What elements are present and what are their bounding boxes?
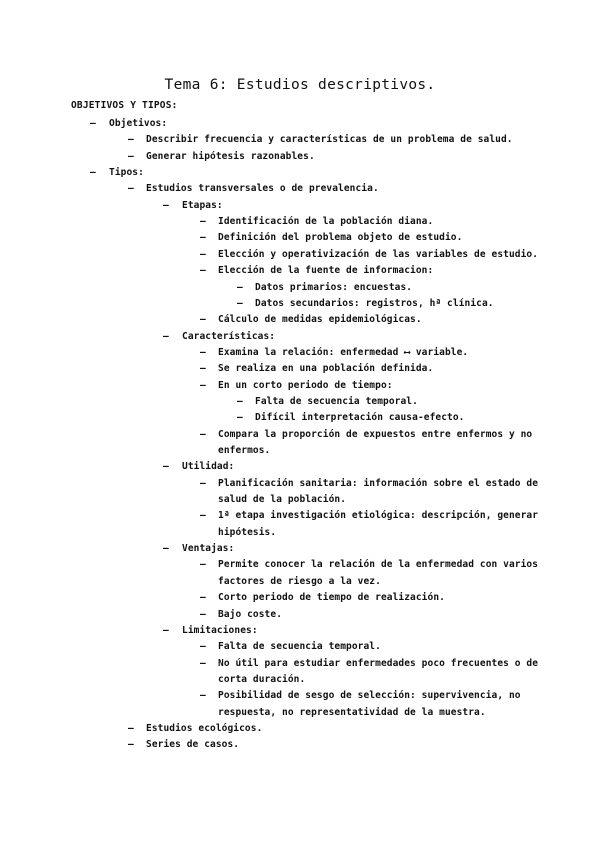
- bullet-dash: –: [90, 118, 96, 129]
- bullet-dash: –: [200, 363, 206, 375]
- outline-text: Compara la proporción de expuestos entre enfermos y no: [218, 428, 533, 440]
- outline-text: factores de riesgo a la vez.: [218, 575, 381, 587]
- bullet-dash: –: [200, 608, 206, 620]
- outline-text: Corto periodo de tiempo de realización.: [218, 592, 445, 604]
- outline-text: Se realiza en una población definida.: [218, 363, 434, 375]
- outline-text: Describir frecuencia y características de un problema de salud.: [146, 134, 513, 146]
- outline-text: Estudios transversales o de prevalencia.: [146, 183, 379, 195]
- outline-item: [0, 412, 600, 428]
- outline-text: Permite conocer la relación de la enfermedad con varios: [218, 559, 539, 571]
- bullet-dash: –: [128, 183, 134, 195]
- outline-item: [0, 641, 600, 657]
- outline-text: Objetivos:: [109, 118, 168, 129]
- outline-text: Examina la relación: enfermedad ⟷ variable.: [218, 346, 469, 358]
- outline-item: [0, 739, 600, 755]
- outline-item: [0, 690, 600, 706]
- outline-item: [0, 461, 600, 477]
- bullet-dash: –: [200, 232, 206, 244]
- outline-item: [0, 363, 600, 379]
- bullet-dash: –: [128, 134, 134, 146]
- outline-text: Limitaciones:: [182, 624, 258, 636]
- outline-text: Etapas:: [182, 199, 223, 211]
- outline-item: [0, 282, 600, 298]
- outline-text: Elección y operativización de las variables de estudio.: [218, 248, 539, 260]
- bullet-dash: –: [200, 265, 206, 277]
- outline-item: [0, 216, 600, 232]
- bullet-dash: –: [163, 199, 169, 211]
- outline-item: [0, 543, 600, 559]
- outline-text: Tipos:: [109, 167, 144, 179]
- outline-item: [0, 134, 600, 150]
- outline-text: Datos primarios: encuestas.: [255, 281, 413, 293]
- outline-item: [0, 200, 600, 216]
- outline-item: [0, 445, 600, 461]
- outline-text: enfermos.: [218, 445, 271, 456]
- outline-text: Planificación sanitaria: información sobre el estado de: [218, 477, 539, 489]
- bullet-dash: –: [200, 248, 206, 260]
- bullet-dash: –: [200, 690, 206, 702]
- outline-text: Falta de secuencia temporal.: [218, 641, 381, 653]
- bullet-dash: –: [200, 559, 206, 571]
- outline-item: [0, 510, 600, 526]
- bullet-dash: –: [163, 461, 169, 473]
- outline-text: Datos secundarios: registros, hª clínica.: [255, 297, 494, 309]
- outline-item: [0, 494, 600, 510]
- bullet-dash: –: [200, 592, 206, 604]
- outline-text: Posibilidad de sesgo de selección: supervivencia, no: [218, 690, 521, 702]
- outline-item: [0, 265, 600, 281]
- outline-item: [0, 167, 600, 183]
- outline-item: [0, 658, 600, 674]
- bullet-dash: –: [163, 330, 169, 342]
- outline-text: Elección de la fuente de informacion:: [218, 265, 434, 277]
- outline-item: [0, 576, 600, 592]
- outline-item: [0, 559, 600, 575]
- bullet-dash: –: [163, 543, 169, 555]
- outline-text: 1ª etapa investigación etiológica: descripción, generar: [218, 510, 539, 522]
- bullet-dash: –: [200, 477, 206, 489]
- outline-text: hipótesis.: [218, 526, 277, 538]
- bullet-dash: –: [90, 167, 96, 179]
- bullet-dash: –: [128, 739, 134, 751]
- section-heading: OBJETIVOS Y TIPOS:: [71, 100, 178, 111]
- bullet-dash: –: [200, 428, 206, 440]
- outline-item: [0, 478, 600, 494]
- bullet-dash: –: [128, 150, 134, 162]
- outline-item: [0, 723, 600, 739]
- outline-text: Ventajas:: [182, 543, 235, 555]
- outline-text: salud de la población.: [218, 494, 347, 506]
- outline-item: [0, 249, 600, 265]
- outline-item: [0, 298, 600, 314]
- outline-item: [0, 347, 600, 363]
- outline-item: [0, 527, 600, 543]
- outline-item: [0, 183, 600, 199]
- outline-text: Utilidad:: [182, 461, 235, 473]
- outline-item: [0, 592, 600, 608]
- outline-text: Estudios ecológicos.: [146, 722, 263, 734]
- outline-text: No útil para estudiar enfermedades poco frecuentes o de: [218, 657, 539, 669]
- outline-text: Cálculo de medidas epidemiológicas.: [218, 314, 422, 326]
- outline-item: [0, 331, 600, 347]
- outline-text: respuesta, no representatividad de la muestra.: [218, 706, 486, 718]
- outline-item: [0, 609, 600, 625]
- outline-item: [0, 380, 600, 396]
- bullet-dash: –: [237, 395, 243, 407]
- outline-item: [0, 707, 600, 723]
- outline-text: Bajo coste.: [218, 608, 283, 620]
- outline-text: Falta de secuencia temporal.: [255, 395, 418, 407]
- outline-text: En un corto periodo de tiempo:: [218, 379, 393, 391]
- bullet-dash: –: [237, 412, 243, 424]
- outline-text: corta duración.: [218, 673, 306, 685]
- outline-text: Difícil interpretación causa-efecto.: [255, 412, 465, 424]
- outline-text: Definición del problema objeto de estudio.: [218, 232, 463, 244]
- bullet-dash: –: [200, 216, 206, 228]
- bullet-dash: –: [200, 510, 206, 522]
- page-title: Tema 6: Estudios descriptivos.: [164, 77, 436, 93]
- outline-item: [0, 429, 600, 445]
- bullet-dash: –: [200, 346, 206, 358]
- outline-text: Generar hipótesis razonables.: [146, 150, 315, 162]
- outline-text: Identificación de la población diana.: [218, 216, 434, 228]
- outline-item: [0, 118, 600, 134]
- bullet-dash: –: [200, 314, 206, 326]
- outline-item: [0, 674, 600, 690]
- outline-item: [0, 314, 600, 330]
- outline-text: Series de casos.: [146, 739, 240, 751]
- bullet-dash: –: [200, 379, 206, 391]
- bullet-dash: –: [200, 657, 206, 669]
- outline-text: Características:: [182, 330, 276, 342]
- outline-item: [0, 232, 600, 248]
- outline-item: [0, 396, 600, 412]
- bullet-dash: –: [163, 624, 169, 636]
- bullet-dash: –: [200, 641, 206, 653]
- outline-item: [0, 151, 600, 167]
- outline-item: [0, 625, 600, 641]
- bullet-dash: –: [237, 297, 243, 309]
- bullet-dash: –: [128, 722, 134, 734]
- bullet-dash: –: [237, 281, 243, 293]
